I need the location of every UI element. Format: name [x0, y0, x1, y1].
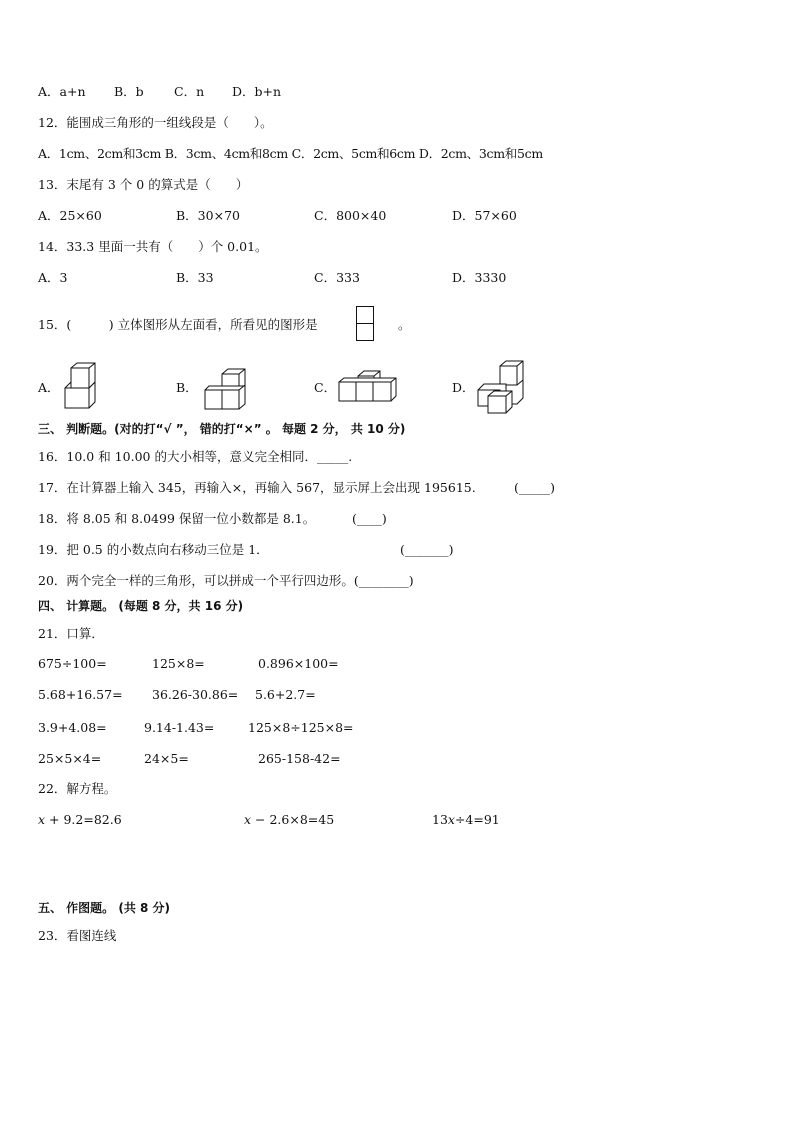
q21-item: 5.6+2.7= — [255, 687, 316, 702]
q14-option-d: D．3330 — [452, 270, 507, 285]
q19-question: 19．把 0.5 的小数点向右移动三位是 1． — [38, 542, 269, 557]
q15-option-a: A． — [38, 380, 60, 395]
q20-question: 20．两个完全一样的三角形，可以拼成一个平行四边形。(________) — [38, 573, 414, 588]
q15-question: 15．( ) 立体图形从左面看，所看见的图形是 — [38, 317, 318, 332]
q21-item: 265-158-42= — [258, 751, 341, 766]
q12-options: A．1cm、2cm和3cm B．3cm、4cm和8cm C．2cm、5cm和6cm D．2cm、3cm和5cm — [38, 146, 543, 161]
q17-question: 17．在计算器上输入 345，再输入×，再输入 567，显示屏上会出现 195615. — [38, 480, 476, 495]
q13-option-a: A．25×60 — [38, 208, 102, 223]
q21-item: 36.26-30.86= — [152, 687, 239, 702]
q18-answer-blank[interactable]: (____) — [352, 511, 387, 526]
q11-option-c: C．n — [174, 84, 205, 99]
q22-equation: 𝑥 + 9.2=82.6 — [38, 812, 122, 827]
cubes-c-icon — [338, 370, 398, 402]
q14-option-a: A．3 — [38, 270, 68, 285]
q17-answer-blank[interactable]: (_____) — [514, 480, 556, 495]
q21-item: 25×5×4= — [38, 751, 102, 766]
q14-question: 14．33.3 里面一共有（ ）个 0.01。 — [38, 239, 268, 254]
q23-title: 23．看图连线 — [38, 928, 117, 943]
left-view-icon — [356, 306, 374, 342]
q21-item: 125×8÷125×8= — [248, 720, 354, 735]
q11-option-a: A．a+n — [38, 84, 86, 99]
section-3-heading: 三、 判断题。(对的打“√ ”， 错的打“×” 。 每题 2 分， 共 10 分) — [38, 422, 406, 436]
q14-option-b: B．33 — [176, 270, 214, 285]
q22-equation: 𝑥 − 2.6×8=45 — [244, 812, 335, 827]
q11-option-b: B．b — [114, 84, 144, 99]
q15-option-c: C． — [314, 380, 337, 395]
q13-option-c: C．800×40 — [314, 208, 387, 223]
q21-item: 3.9+4.08= — [38, 720, 107, 735]
q13-question: 13．末尾有 3 个 0 的算式是（ ） — [38, 177, 249, 192]
q15-option-d: D． — [452, 380, 475, 395]
section-4-heading: 四、 计算题。 (每题 8 分，共 16 分) — [38, 599, 244, 613]
q21-item: 5.68+16.57= — [38, 687, 123, 702]
cubes-d-icon — [476, 360, 526, 414]
q11-option-d: D．b+n — [232, 84, 282, 99]
q22-title: 22．解方程。 — [38, 781, 117, 796]
cubes-b-icon — [204, 368, 248, 410]
q15-option-b: B． — [176, 380, 198, 395]
q18-question: 18．将 8.05 和 8.0499 保留一位小数都是 8.1。 — [38, 511, 316, 526]
q21-item: 675÷100= — [38, 656, 107, 671]
q15-end: 。 — [398, 317, 411, 332]
q13-option-d: D．57×60 — [452, 208, 517, 223]
q21-title: 21．口算． — [38, 626, 104, 641]
q16-question: 16．10.0 和 10.00 的大小相等，意义完全相同．_____. — [38, 449, 353, 464]
q14-option-c: C．333 — [314, 270, 360, 285]
q21-item: 9.14-1.43= — [144, 720, 215, 735]
q21-item: 24×5= — [144, 751, 189, 766]
q21-item: 0.896×100= — [258, 656, 339, 671]
cubes-a-icon — [64, 362, 98, 410]
q21-item: 125×8= — [152, 656, 205, 671]
section-5-heading: 五、 作图题。 (共 8 分) — [38, 901, 171, 915]
q12-question: 12．能围成三角形的一组线段是（ ）。 — [38, 115, 273, 130]
q22-equation: 13𝑥÷4=91 — [432, 812, 500, 827]
q13-option-b: B．30×70 — [176, 208, 240, 223]
q19-answer-blank[interactable]: (_______) — [400, 542, 454, 557]
